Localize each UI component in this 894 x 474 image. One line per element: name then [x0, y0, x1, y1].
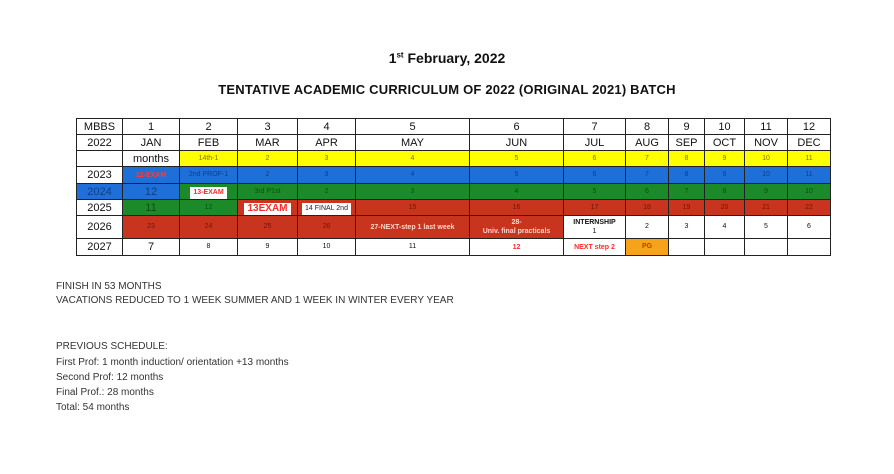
- table-cell: 9: [745, 184, 788, 200]
- table-cell: 5: [564, 184, 626, 200]
- previous-schedule-heading: PREVIOUS SCHEDULE:: [56, 341, 168, 352]
- table-cell: 9: [705, 167, 745, 184]
- year-end-label: 12: [512, 244, 521, 251]
- table-row-2025: [77, 200, 831, 216]
- table-cell: 6: [626, 184, 669, 200]
- table-cell: [123, 167, 180, 184]
- table-cell: 5: [356, 119, 470, 135]
- table-cell: 11: [788, 151, 831, 167]
- table-cell: 23: [123, 216, 180, 239]
- table-cell: FEB: [180, 135, 238, 151]
- table-cell: [356, 216, 470, 239]
- table-cell: 6: [788, 216, 831, 239]
- table-cell: [705, 239, 745, 256]
- table-cell: MAY: [356, 135, 470, 151]
- table-cell: 1: [123, 119, 180, 135]
- table-cell: 5: [470, 151, 564, 167]
- table-month-row: [77, 135, 831, 151]
- table-cell: 8: [669, 167, 705, 184]
- table-cell: 8: [626, 119, 669, 135]
- year-cell: 2027: [77, 239, 123, 256]
- table-cell: 12: [788, 119, 831, 135]
- table-cell: 10: [298, 239, 356, 256]
- table-cell: 3: [298, 151, 356, 167]
- table-cell: 6: [564, 167, 626, 184]
- table-cell: OCT: [705, 135, 745, 151]
- table-cell: SEP: [669, 135, 705, 151]
- next-step2-label: NEXT step 2: [574, 244, 615, 251]
- table-cell: 6: [470, 119, 564, 135]
- table-cell: [564, 216, 626, 239]
- table-cell: 9: [238, 239, 298, 256]
- table-cell: [788, 239, 831, 256]
- table-cell: 7: [564, 119, 626, 135]
- table-row-2026: [77, 216, 831, 239]
- document-date: [0, 50, 894, 66]
- practicals-label: Univ. final practicals: [482, 228, 551, 235]
- internship-number: 1: [592, 228, 597, 235]
- table-cell: 9: [705, 151, 745, 167]
- table-cell: [745, 239, 788, 256]
- table-header-row: [77, 119, 831, 135]
- table-cell: 2: [238, 167, 298, 184]
- table-cell: 5: [745, 216, 788, 239]
- table-cell: 10: [745, 167, 788, 184]
- final-label: 14 FINAL 2nd: [302, 203, 351, 215]
- document-title: TENTATIVE ACADEMIC CURRICULUM OF 2022 (ORIGINAL 2021) BATCH: [218, 82, 676, 97]
- table-cell: 14th-1: [180, 151, 238, 167]
- table-cell: [564, 239, 626, 256]
- table-cell: 7: [123, 239, 180, 256]
- total-note: Total: 54 months: [56, 402, 130, 413]
- table-cell: 19: [669, 200, 705, 216]
- table-cell: 3: [298, 167, 356, 184]
- table-cell: 4: [705, 216, 745, 239]
- table-cell: 20: [705, 200, 745, 216]
- table-cell: 2: [238, 151, 298, 167]
- table-cell: 5: [470, 167, 564, 184]
- practicals-number: 28-: [511, 219, 522, 226]
- table-cell: 3: [238, 119, 298, 135]
- table-cell: 4: [356, 167, 470, 184]
- table-cell: 7: [626, 167, 669, 184]
- table-cell: 4: [470, 184, 564, 200]
- table-cell: 4: [356, 151, 470, 167]
- table-cell: 18: [626, 200, 669, 216]
- curriculum-table: [76, 118, 831, 256]
- table-cell: 4: [298, 119, 356, 135]
- table-cell: 11: [745, 119, 788, 135]
- table-cell: 10: [788, 184, 831, 200]
- table-cell: 7: [626, 151, 669, 167]
- table-cell: 22: [788, 200, 831, 216]
- table-cell: AUG: [626, 135, 669, 151]
- table-cell: 8: [669, 151, 705, 167]
- table-cell: 9: [669, 119, 705, 135]
- table-cell: [470, 216, 564, 239]
- table-cell: 2nd PROF-1: [180, 167, 238, 184]
- table-cell: 11: [123, 200, 180, 216]
- table-cell: 21: [745, 200, 788, 216]
- second-prof-note: Second Prof: 12 months: [56, 372, 164, 383]
- table-row-2027: [77, 239, 831, 256]
- table-cell: [470, 239, 564, 256]
- date-day: 1: [388, 50, 397, 66]
- year-cell: 2024: [77, 184, 123, 200]
- finish-note: FINISH IN 53 MONTHS: [56, 281, 162, 292]
- table-cell: 2: [626, 216, 669, 239]
- table-cell: 3: [356, 184, 470, 200]
- table-row-2023: [77, 167, 831, 184]
- year-cell: 2026: [77, 216, 123, 239]
- table-cell: 7: [669, 184, 705, 200]
- table-cell: NOV: [745, 135, 788, 151]
- table-cell: MBBS: [77, 119, 123, 135]
- table-cell: 12: [123, 184, 180, 200]
- table-cell: MAR: [238, 135, 298, 151]
- table-cell: DEC: [788, 135, 831, 151]
- table-row-months: [77, 151, 831, 167]
- table-cell: 2022: [77, 135, 123, 151]
- table-cell: 11: [788, 167, 831, 184]
- year-cell: 2023: [77, 167, 123, 184]
- table-cell: 8: [180, 239, 238, 256]
- vacations-note: VACATIONS REDUCED TO 1 WEEK SUMMER AND 1 WEEK IN WINTER EVERY YEAR: [56, 295, 454, 306]
- table-cell: months: [123, 151, 180, 167]
- table-cell: JUL: [564, 135, 626, 151]
- table-cell: [238, 200, 298, 216]
- table-cell: 24: [180, 216, 238, 239]
- table-cell: 10: [745, 151, 788, 167]
- year-cell: 2025: [77, 200, 123, 216]
- next-step1-label: 27-NEXT-step 1 last week: [370, 224, 455, 231]
- table-cell: 2: [180, 119, 238, 135]
- table-cell: 25: [238, 216, 298, 239]
- table-cell: 3rd P1st: [238, 184, 298, 200]
- table-cell: 17: [564, 200, 626, 216]
- table-cell: 2: [298, 184, 356, 200]
- table-cell: 11: [356, 239, 470, 256]
- table-cell: 3: [669, 216, 705, 239]
- final-prof-note: Final Prof.: 28 months: [56, 387, 154, 398]
- table-cell: 26: [298, 216, 356, 239]
- table-cell: [180, 184, 238, 200]
- pg-cell: PG: [626, 239, 669, 256]
- date-suffix: st: [396, 50, 404, 60]
- table-cell: 16: [470, 200, 564, 216]
- table-cell: 10: [705, 119, 745, 135]
- table-cell: [77, 151, 123, 167]
- table-cell: 8: [705, 184, 745, 200]
- table-cell: 6: [564, 151, 626, 167]
- exam-label: 13EXAM: [244, 203, 290, 215]
- table-cell: [669, 239, 705, 256]
- exam-label: 12-EXAM: [135, 172, 167, 179]
- internship-label: INTERNSHIP: [573, 219, 616, 226]
- first-prof-note: First Prof: 1 month induction/ orientation +13 months: [56, 357, 289, 368]
- exam-label: 13-EXAM: [190, 187, 226, 199]
- table-cell: [298, 200, 356, 216]
- table-cell: APR: [298, 135, 356, 151]
- table-cell: 12: [180, 200, 238, 216]
- table-cell: 15: [356, 200, 470, 216]
- table-row-2024: [77, 184, 831, 200]
- table-cell: JUN: [470, 135, 564, 151]
- table-cell: JAN: [123, 135, 180, 151]
- date-rest: February, 2022: [407, 50, 506, 66]
